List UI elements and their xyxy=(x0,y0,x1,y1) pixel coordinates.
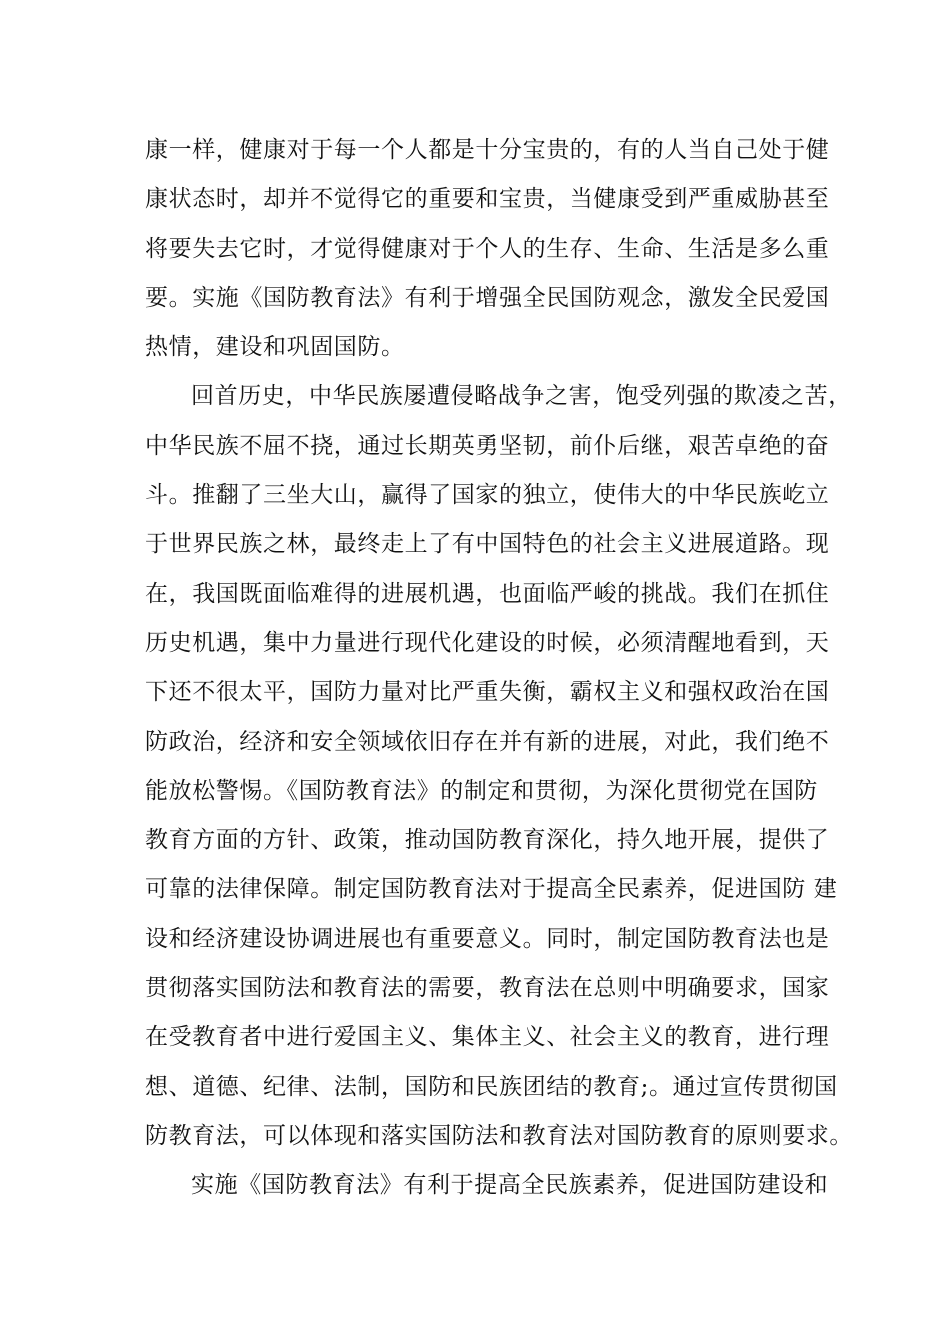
text-line: 斗。推翻了三坐大山，赢得了国家的独立，使伟大的中华民族屹立 xyxy=(145,482,830,509)
text-line: 能放松警惕。《国防教育法》的制定和贯彻，为深化贯彻党在国防 xyxy=(145,777,818,804)
paragraph-start-line: 回首历史，中华民族屡遭侵略战争之害，饱受列强的欺凌之苦， xyxy=(191,383,852,410)
paragraph-start-line: 实施《国防教育法》有利于提高全民族素养，促进国防建设和 xyxy=(191,1172,829,1199)
text-line: 教育方面的方针、政策，推动国防教育深化，持久地开展，提供了 xyxy=(145,827,830,854)
text-line: 历史机遇，集中力量进行现代化建设的时候，必须清醒地看到，天 xyxy=(145,629,830,656)
text-line: 于世界民族之林，最终走上了有中国特色的社会主义进展道路。现 xyxy=(145,531,830,558)
body-text xyxy=(145,126,853,1211)
text-line: 康一样，健康对于每一个人都是十分宝贵的，有的人当自己处于健 xyxy=(145,137,830,163)
text-line: 想、道德、纪律、法制，国防和民族团结的教育;。通过宣传贯彻国 xyxy=(145,1073,838,1100)
text-line: 中华民族不屈不挠，通过长期英勇坚韧，前仆后继，艰苦卓绝的奋 xyxy=(145,432,830,459)
text-line: 热情，建设和巩固国防。 xyxy=(145,334,405,361)
text-line: 可靠的法律保障。制定国防教育法对于提高全民素养，促进国防 建 xyxy=(145,876,838,903)
text-line: 防政治，经济和安全领域依旧存在并有新的进展，对此，我们绝不 xyxy=(145,728,830,755)
text-line: 防教育法，可以体现和落实国防法和教育法对国防教育的原则要求。 xyxy=(145,1122,853,1149)
text-line: 在，我国既面临难得的进展机遇，也面临严峻的挑战。我们在抓住 xyxy=(145,580,830,607)
text-line: 要。实施《国防教育法》有利于增强全民国防观念，激发全民爱国 xyxy=(145,284,830,311)
text-line: 康状态时，却并不觉得它的重要和宝贵，当健康受到严重威胁甚至 xyxy=(145,186,830,213)
text-line: 在受教育者中进行爱国主义、集体主义、社会主义的教育，进行理 xyxy=(145,1024,830,1051)
text-line: 将要失去它时，才觉得健康对于个人的生存、生命、生活是多么重 xyxy=(145,235,830,262)
text-line: 下还不很太平，国防力量对比严重失衡，霸权主义和强权政治在国 xyxy=(145,679,830,706)
text-line: 贯彻落实国防法和教育法的需要，教育法在总则中明确要求，国家 xyxy=(145,975,830,1002)
text-line: 设和经济建设协调进展也有重要意义。同时，制定国防教育法也是 xyxy=(145,925,830,952)
